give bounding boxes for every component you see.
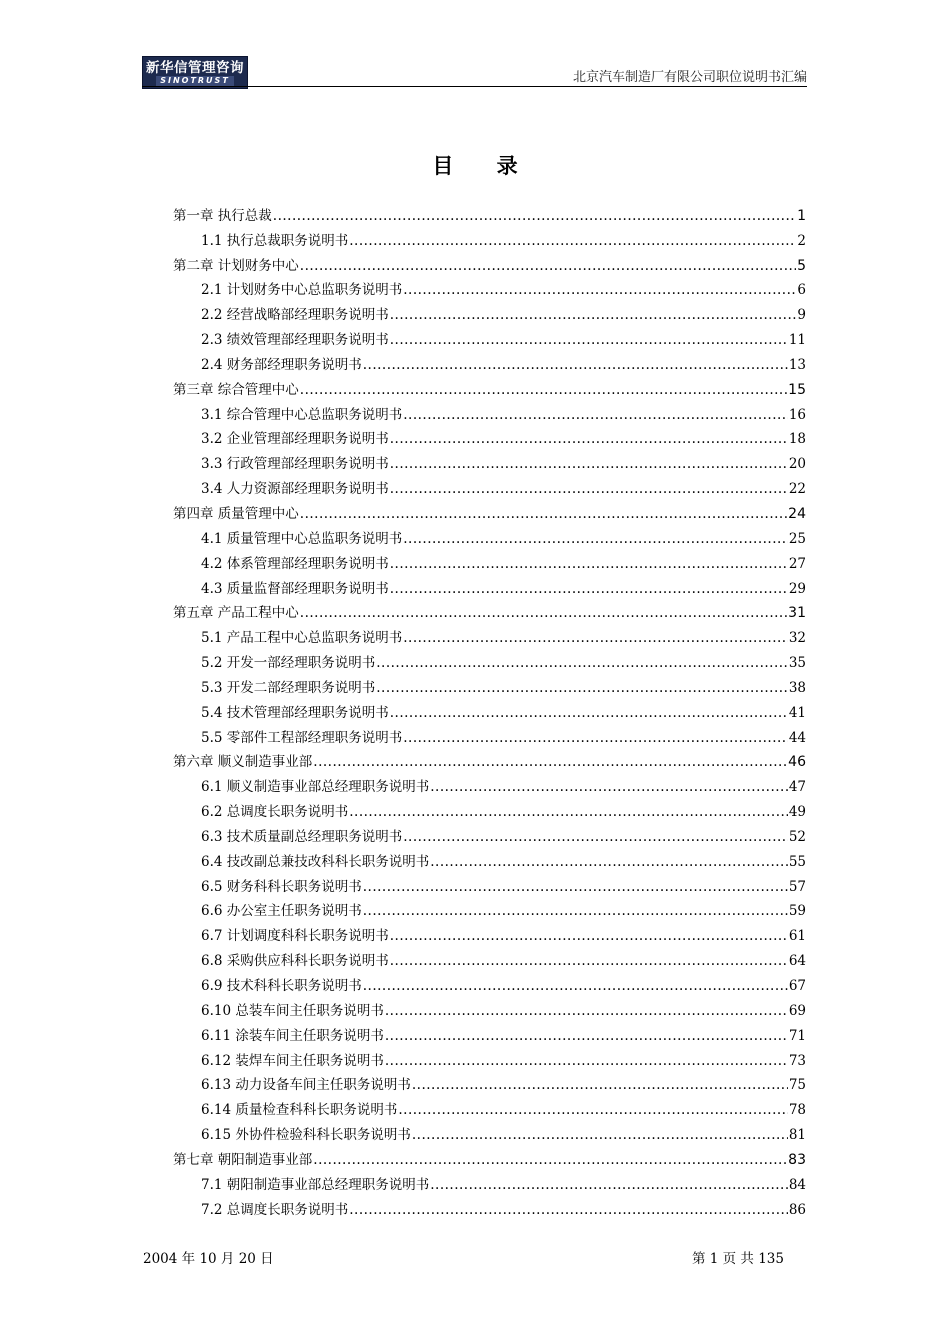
toc-dot-leader — [363, 356, 788, 374]
toc-section-entry[interactable] — [173, 573, 806, 598]
toc-section-entry[interactable] — [173, 1045, 806, 1070]
toc-entry-label: 第二章 计划财务中心 — [173, 257, 299, 274]
toc-entry-page: 46 — [788, 754, 806, 771]
toc-dot-leader — [273, 207, 796, 225]
toc-dot-leader — [390, 480, 788, 498]
toc-entry-label: 6.14 质量检查科科长职务说明书 — [201, 1102, 398, 1119]
toc-dot-leader — [363, 902, 788, 920]
table-of-contents — [173, 200, 806, 1219]
toc-dot-leader — [390, 555, 788, 573]
toc-entry-page: 83 — [788, 1151, 806, 1168]
toc-dot-leader — [403, 406, 788, 424]
toc-chapter-entry[interactable] — [173, 374, 806, 399]
toc-entry-label: 6.11 涂装车间主任职务说明书 — [201, 1027, 384, 1044]
toc-section-entry[interactable] — [173, 970, 806, 995]
toc-entry-page: 73 — [788, 1052, 806, 1069]
toc-dot-leader — [385, 1002, 788, 1020]
toc-dot-leader — [403, 530, 788, 548]
toc-dot-leader — [390, 927, 788, 945]
toc-section-entry[interactable] — [173, 299, 806, 324]
toc-entry-page: 78 — [788, 1102, 806, 1119]
toc-entry-label: 6.10 总装车间主任职务说明书 — [201, 1002, 384, 1019]
toc-section-entry[interactable] — [173, 523, 806, 548]
toc-section-entry[interactable] — [173, 796, 806, 821]
toc-dot-leader — [313, 753, 787, 771]
toc-entry-label: 3.3 行政管理部经理职务说明书 — [201, 456, 389, 473]
toc-dot-leader — [412, 1126, 788, 1144]
toc-chapter-entry[interactable] — [173, 250, 806, 275]
toc-dot-leader — [390, 455, 788, 473]
toc-section-entry[interactable] — [173, 1070, 806, 1095]
toc-entry-page: 38 — [788, 679, 806, 696]
page-title: 目 录 — [432, 154, 536, 178]
toc-dot-leader — [300, 505, 787, 523]
toc-entry-label: 第七章 朝阳制造事业部 — [173, 1151, 313, 1168]
toc-dot-leader — [398, 1101, 787, 1119]
toc-chapter-entry[interactable] — [173, 747, 806, 772]
toc-section-entry[interactable] — [173, 473, 806, 498]
toc-entry-page: 41 — [788, 704, 806, 721]
toc-entry-label: 7.2 总调度长职务说明书 — [201, 1201, 349, 1218]
toc-section-entry[interactable] — [173, 424, 806, 449]
toc-entry-label: 6.5 财务科科长职务说明书 — [201, 878, 362, 895]
sinotrust-logo — [142, 56, 248, 89]
toc-dot-leader — [349, 1201, 788, 1219]
toc-section-entry[interactable] — [173, 448, 806, 473]
toc-entry-page: 84 — [788, 1176, 806, 1193]
toc-section-entry[interactable] — [173, 995, 806, 1020]
toc-entry-page: 1 — [797, 207, 806, 224]
toc-entry-label: 3.4 人力资源部经理职务说明书 — [201, 481, 389, 498]
toc-section-entry[interactable] — [173, 697, 806, 722]
toc-section-entry[interactable] — [173, 349, 806, 374]
toc-dot-leader — [430, 1176, 788, 1194]
toc-entry-label: 第五章 产品工程中心 — [173, 605, 299, 622]
toc-chapter-entry[interactable] — [173, 498, 806, 523]
toc-entry-label: 1.1 执行总裁职务说明书 — [201, 232, 349, 249]
footer-date: 2004 年 10 月 20 日 — [143, 1251, 274, 1267]
toc-entry-page: 44 — [788, 729, 806, 746]
toc-entry-page: 35 — [788, 655, 806, 672]
toc-dot-leader — [300, 257, 796, 275]
toc-entry-label: 4.1 质量管理中心总监职务说明书 — [201, 530, 403, 547]
footer-page-number: 第 1 页 共 135 — [691, 1251, 784, 1267]
toc-entry-label: 第四章 质量管理中心 — [173, 505, 299, 522]
toc-entry-page: 24 — [788, 505, 806, 522]
toc-entry-page: 67 — [788, 978, 806, 994]
toc-entry-page: 5 — [797, 257, 806, 274]
toc-entry-label: 5.5 零部件工程部经理职务说明书 — [201, 729, 403, 746]
toc-entry-page: 11 — [788, 332, 806, 349]
toc-section-entry[interactable] — [173, 1119, 806, 1144]
toc-entry-label: 5.2 开发一部经理职务说明书 — [201, 655, 376, 672]
toc-section-entry[interactable] — [173, 622, 806, 647]
toc-section-entry[interactable] — [173, 647, 806, 672]
toc-dot-leader — [403, 828, 788, 846]
toc-section-entry[interactable] — [173, 324, 806, 349]
toc-dot-leader — [412, 1076, 788, 1094]
toc-entry-label: 4.3 质量监督部经理职务说明书 — [201, 580, 389, 597]
toc-section-entry[interactable] — [173, 722, 806, 747]
toc-entry-page: 9 — [797, 307, 806, 324]
toc-entry-page: 16 — [788, 406, 806, 423]
toc-dot-leader — [385, 1027, 788, 1045]
toc-section-entry[interactable] — [173, 275, 806, 300]
toc-dot-leader — [363, 977, 788, 995]
toc-entry-label: 2.1 计划财务中心总监职务说明书 — [201, 282, 403, 299]
toc-entry-page: 27 — [788, 555, 806, 572]
toc-dot-leader — [313, 1151, 787, 1169]
document-header-title: 北京汽车制造厂有限公司职位说明书汇编 — [572, 70, 807, 85]
toc-entry-page: 25 — [788, 530, 806, 547]
toc-section-entry[interactable] — [173, 871, 806, 896]
toc-section-entry[interactable] — [173, 225, 806, 250]
toc-dot-leader — [390, 306, 797, 324]
toc-entry-page: 15 — [788, 381, 806, 398]
toc-dot-leader — [363, 878, 788, 896]
toc-entry-label: 3.1 综合管理中心总监职务说明书 — [201, 406, 403, 423]
toc-section-entry[interactable] — [173, 1169, 806, 1194]
toc-section-entry[interactable] — [173, 1094, 806, 1119]
toc-entry-page: 32 — [788, 630, 806, 647]
toc-dot-leader — [430, 778, 788, 796]
logo-english-text: SINOTRUST — [156, 76, 234, 86]
toc-dot-leader — [376, 654, 788, 672]
toc-entry-page: 18 — [788, 431, 806, 448]
toc-section-entry[interactable] — [173, 896, 806, 921]
toc-entry-label: 6.13 动力设备车间主任职务说明书 — [201, 1077, 411, 1094]
toc-chapter-entry[interactable] — [173, 1144, 806, 1169]
toc-dot-leader — [390, 580, 788, 598]
toc-dot-leader — [390, 331, 788, 349]
toc-entry-label: 2.3 绩效管理部经理职务说明书 — [201, 332, 389, 349]
toc-entry-label: 6.9 技术科科长职务说明书 — [201, 978, 362, 994]
toc-entry-label: 7.1 朝阳制造事业部总经理职务说明书 — [201, 1176, 430, 1193]
toc-entry-page: 29 — [788, 580, 806, 597]
toc-entry-page: 59 — [788, 903, 806, 920]
toc-dot-leader — [349, 803, 788, 821]
toc-dot-leader — [403, 281, 796, 299]
toc-section-entry[interactable] — [173, 1020, 806, 1045]
toc-section-entry[interactable] — [173, 548, 806, 573]
toc-dot-leader — [385, 1052, 788, 1070]
toc-entry-page: 61 — [788, 928, 806, 945]
toc-section-entry[interactable] — [173, 399, 806, 424]
logo-chinese-text: 新华信管理咨询 — [146, 59, 244, 76]
toc-dot-leader — [376, 679, 788, 697]
toc-entry-label: 6.15 外协件检验科科长职务说明书 — [201, 1127, 411, 1144]
toc-section-entry[interactable] — [173, 1194, 806, 1219]
toc-entry-label: 2.4 财务部经理职务说明书 — [201, 356, 362, 373]
toc-entry-label: 第六章 顺义制造事业部 — [173, 754, 313, 771]
toc-section-entry[interactable] — [173, 771, 806, 796]
toc-dot-leader — [300, 604, 787, 622]
toc-entry-page: 6 — [797, 282, 806, 299]
toc-entry-label: 5.3 开发二部经理职务说明书 — [201, 679, 376, 696]
toc-section-entry[interactable] — [173, 672, 806, 697]
toc-entry-label: 4.2 体系管理部经理职务说明书 — [201, 555, 389, 572]
toc-section-entry[interactable] — [173, 821, 806, 846]
toc-entry-page: 22 — [788, 481, 806, 498]
toc-chapter-entry[interactable] — [173, 598, 806, 623]
header-divider — [142, 86, 807, 87]
toc-entry-page: 71 — [788, 1027, 806, 1044]
toc-entry-page: 75 — [788, 1077, 806, 1094]
toc-entry-label: 6.3 技术质量副总经理职务说明书 — [201, 828, 403, 845]
toc-dot-leader — [390, 430, 788, 448]
toc-entry-page: 31 — [788, 605, 806, 622]
toc-entry-page: 49 — [788, 804, 806, 821]
toc-entry-page: 20 — [788, 456, 806, 473]
toc-chapter-entry[interactable] — [173, 200, 806, 225]
toc-dot-leader — [390, 952, 788, 970]
toc-section-entry[interactable] — [173, 945, 806, 970]
toc-entry-page: 13 — [788, 356, 806, 373]
toc-dot-leader — [349, 232, 796, 250]
toc-entry-page: 57 — [788, 878, 806, 895]
toc-dot-leader — [403, 629, 788, 647]
toc-entry-page: 55 — [788, 853, 806, 870]
toc-entry-label: 5.1 产品工程中心总监职务说明书 — [201, 630, 403, 647]
toc-entry-label: 6.4 技改副总兼技改科科长职务说明书 — [201, 853, 430, 870]
toc-entry-label: 第三章 综合管理中心 — [173, 381, 299, 398]
toc-entry-page: 2 — [797, 232, 806, 249]
toc-entry-label: 6.6 办公室主任职务说明书 — [201, 903, 362, 920]
toc-dot-leader — [300, 381, 787, 399]
toc-entry-page: 86 — [788, 1201, 806, 1218]
toc-entry-label: 6.8 采购供应科科长职务说明书 — [201, 953, 389, 970]
toc-entry-page: 52 — [788, 828, 806, 845]
toc-entry-label: 5.4 技术管理部经理职务说明书 — [201, 704, 389, 721]
toc-section-entry[interactable] — [173, 846, 806, 871]
toc-entry-label: 6.1 顺义制造事业部总经理职务说明书 — [201, 779, 430, 796]
toc-dot-leader — [390, 704, 788, 722]
toc-entry-label: 2.2 经营战略部经理职务说明书 — [201, 307, 389, 324]
toc-section-entry[interactable] — [173, 920, 806, 945]
toc-entry-page: 69 — [788, 1002, 806, 1019]
toc-dot-leader — [430, 853, 788, 871]
toc-entry-page: 47 — [788, 779, 806, 796]
toc-entry-label: 6.2 总调度长职务说明书 — [201, 804, 349, 821]
toc-entry-label: 6.7 计划调度科科长职务说明书 — [201, 928, 389, 945]
toc-entry-page: 64 — [788, 953, 806, 970]
toc-entry-label: 3.2 企业管理部经理职务说明书 — [201, 431, 389, 448]
toc-entry-page: 81 — [788, 1127, 806, 1144]
toc-entry-label: 6.12 装焊车间主任职务说明书 — [201, 1052, 384, 1069]
toc-entry-label: 第一章 执行总裁 — [173, 207, 272, 224]
toc-dot-leader — [403, 729, 788, 747]
